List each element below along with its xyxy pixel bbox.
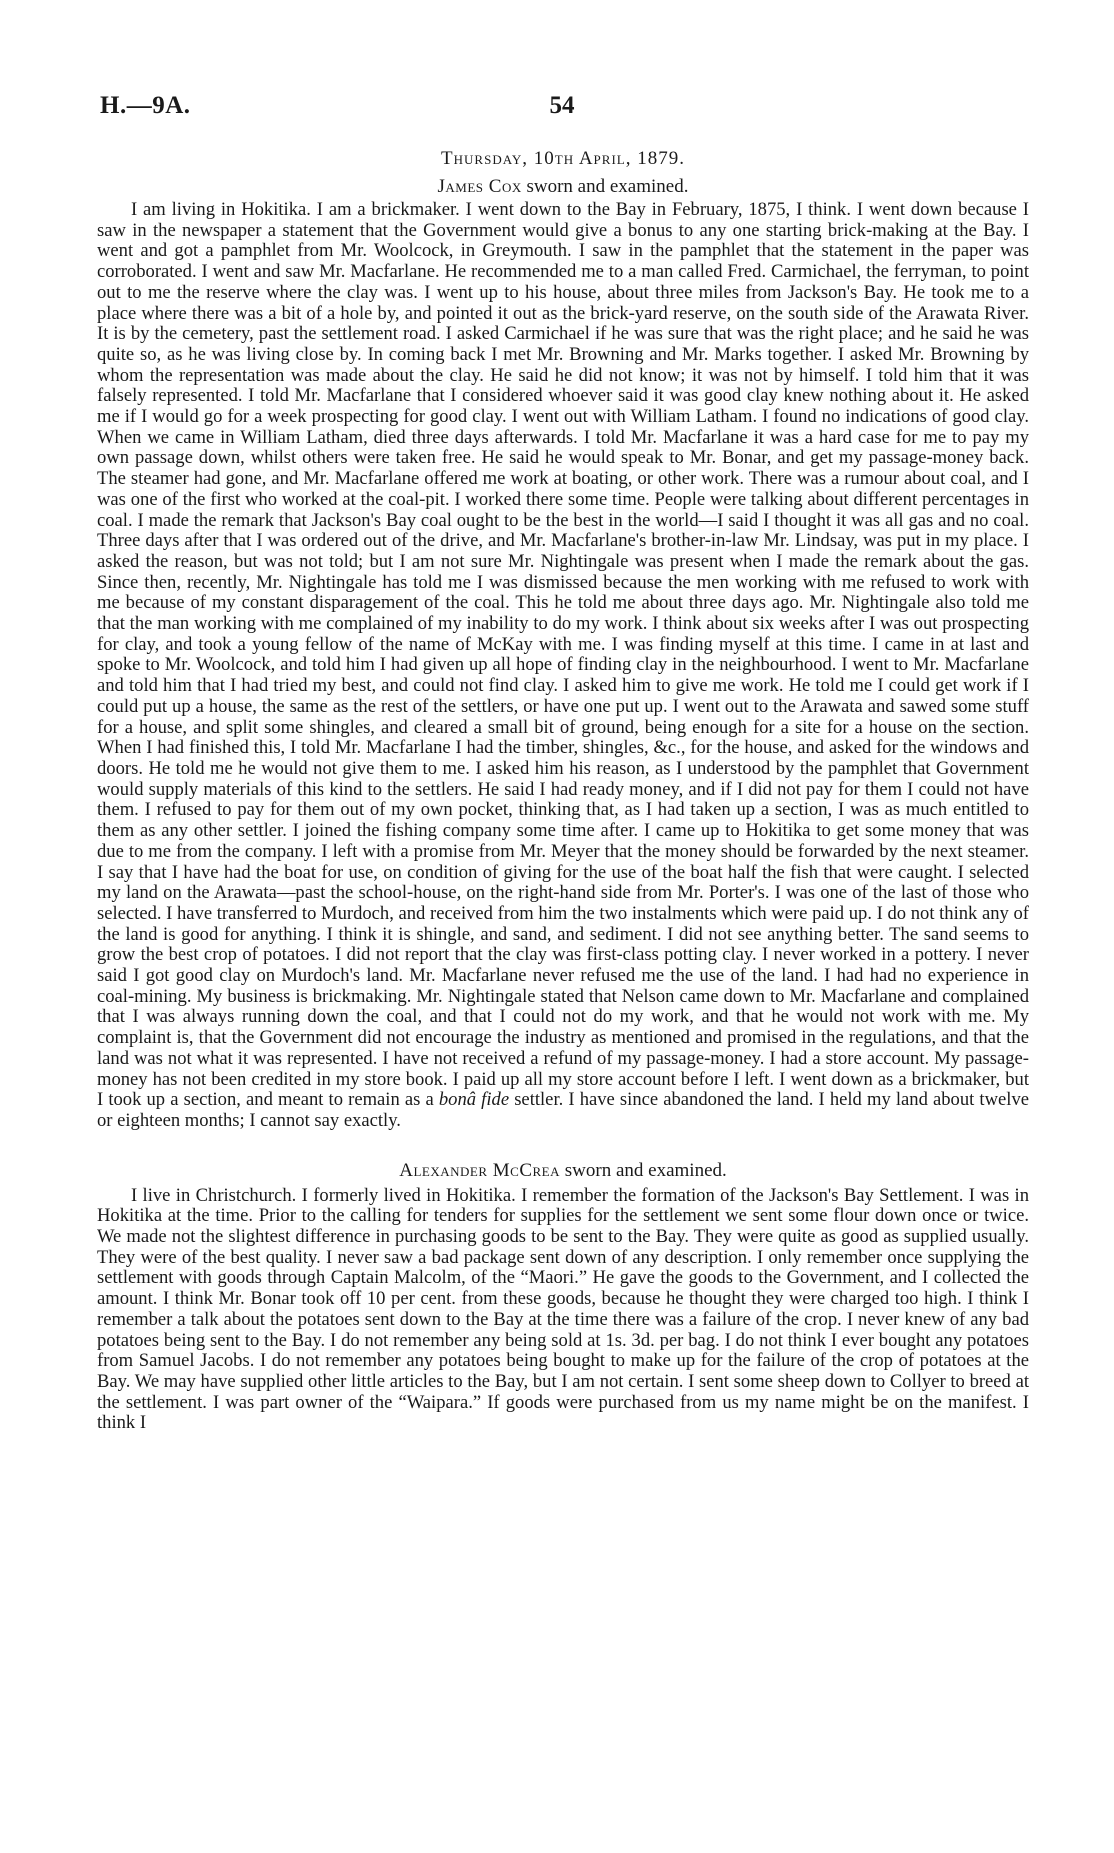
witness-heading [97, 1160, 1029, 1182]
section-spacer [97, 1132, 1029, 1160]
page-number: 54 [549, 92, 575, 119]
page-header [100, 92, 1024, 132]
page-body [97, 148, 1029, 1434]
document-reference: H.—9A. [100, 92, 191, 119]
date-heading: Thursday, 10th April, 1879. [441, 148, 685, 169]
testimony-text: I am living in Hokitika. I am a brickmaker. I went down to the Bay in February, 1875, I think. I went down because I saw in the newspaper a statement that the Government would give a bonus to any one starting brick-making at the Bay. I went and got a pamphlet from Mr. Woolcock, in Greymouth. I saw in the pamphlet that the statement in the paper was corroborated. I went and saw Mr. Macfarlane. He recommended me to a man called Fred. Carmichael, the ferryman, to point out to me the reserve where the clay was. I went up to his house, about three miles from Jackson's Bay. He took me to a place where there was a bit of a hole by, and pointed it out as the brick-yard reserve, on the south side of the Arawata River. It is by the cemetery, past the settlement road. I asked Carmichael if he was sure that was the right place; and he said he was quite so, as he was living close by. In coming back I met Mr. Browning and Mr. Marks together. I asked Mr. Browning by whom the representation was made about the clay. He said he did not know; it was not by himself. I told him that it was falsely represented. I told Mr. Macfarlane that I considered whoever said it was good clay knew nothing about it. He asked me if I would go for a week prospecting for good clay. I went out with William Latham. I found no indications of good clay. When we came in William Latham, died three days afterwards. I told Mr. Macfarlane it was a hard case for me to pay my own passage down, whilst others were taken free. He said he would speak to Mr. Bonar, and get my passage-money back. The steamer had gone, and Mr. Macfarlane offered me work at boating, or other work. There was a rumour about coal, and I was one of the first who worked at the coal-pit. I worked there some time. People were talking about different percentages in coal. I made the remark that Jackson's Bay coal ought to be the best in the world—I said I thought it was all gas and no coal. Three days after that I was ordered out of the drive, and Mr. Macfarlane's brother-in-law Mr. Lindsay, was put in my place. I asked the reason, but was not told; but I am not sure Mr. Nightingale was present when I made the remark about the gas. Since then, recently, Mr. Nightingale has told me I was dismissed because the men working with me refused to work with me because of my constant disparagement of the coal. This he told me about three days ago. Mr. Nightingale also told me that the man working with me complained of my inability to do my work. I think about six weeks after I was out prospecting for clay, and took a young fellow of the name of McKay with me. I was finding myself at this time. I came in at last and spoke to Mr. Woolcock, and told him I had given up all hope of finding clay in the neighbourhood. I went to Mr. Macfarlane and told him that I had tried my best, and could not find clay. I asked him to give me work. He told me I could get work if I could put up a house, the same as the rest of the settlers, or have one put up. I went out to the Arawata and sawed some stuff for a house, and split some shingles, and cleared a small bit of ground, being enough for a site for a house on the section. When I had finished this, I told Mr. Macfarlane I had the timber, shingles, &c., for the house, and asked for the windows and doors. He told me he would not give them to me. I asked him his reason, as I understood by the pamphlet that Government would supply materials of this kind to the settlers. He said I had ready money, and if I did not pay for them I could not have them. I refused to pay for them out of my own pocket, thinking that, as I had taken up a section, I was as much entitled to them as any other settler. I joined the fishing company some time after. I came up to Hokitika to get some money that was due to me from the company. I left with a promise from Mr. Meyer that the money should be forwarded by the next steamer. I say that I have had the boat for use, on condition of giving for the use of the boat half the fish that were caught. I selected my land on the Arawata—past the school-house, on the right-hand side from Mr. Porter's. I was one of the last of those who selected. I have transferred to Murdoch, and received from him the two instalments which were paid up. I do not think any of the land is good for anything. I think it is shingle, and sand, and sediment. I did not see anything better. The sand seems to grow the best crop of potatoes. I did not report that the clay was first-class potting clay. I never worked in a pottery. I never said I got good clay on Murdoch's land. Mr. Macfarlane never refused me the use of the land. I had had no experience in coal-mining. My business is brickmaking. Mr. Nightingale stated that Nelson came down to Mr. Macfarlane and complained that I was always running down the coal, and that I could not do my work, and that he would not work with me. My complaint is, that the Government did not encourage the industry as mentioned and promised in the regulations, and that the land was not what it was represented. I have not received a refund of my passage-money. I had a store account. My passage-money has not been credited in my store book. I paid up all my store account before I left. I went down as a brickmaker, but I took up a section, and meant to remain as a [97, 199, 1029, 1111]
witness-name: Alexander McCrea [399, 1159, 561, 1181]
witness-suffix: sworn and examined. [521, 176, 689, 197]
witness-heading [97, 176, 1029, 198]
italic-phrase: bonâ fide [438, 1089, 510, 1111]
witness-name: James Cox [437, 176, 522, 197]
testimony-paragraph [97, 1186, 1029, 1434]
testimony-text-end: settler. I have since abandoned the land. I held my land about twelve or eighteen months; I cannot say exactly. [97, 1089, 1029, 1131]
testimony-paragraph [97, 200, 1029, 1132]
witness-suffix: sworn and examined. [560, 1159, 727, 1181]
testimony-text: I live in Christchurch. I formerly lived in Hokitika. I remember the formation of the Jackson's Bay Settlement. I was in Hokitika at the time. Prior to the calling for tenders for supplies for the settlement we sent some flour down once or twice. We made not the slightest difference in purchasing goods to be sent to the Bay. They were quite as good as supplied usually. They were of the best quality. I never saw a bad package sent down of any description. I only remember once supplying the settlement with goods through Captain Malcolm, of the “Maori.” He gave the goods to the Government, and I collected the amount. I think Mr. Bonar took off 10 per cent. from these goods, because he thought they were charged too high. I think I remember a talk about the potatoes sent down to the Bay at the time there was a failure of the crop. I never knew of any bad potatoes being sent to the Bay. I do not remember any being sold at 1s. 3d. per bag. I do not think I ever bought any potatoes from Samuel Jacobs. I do not remember any potatoes being bought to make up for the failure of the crop of potatoes at the Bay. We may have supplied other little articles to the Bay, but I am not certain. I sent some sheep down to Collyer to breed at the settlement. I was part owner of the “Waipara.” If goods were purchased from us my name might be on the manifest. I think I [97, 1184, 1029, 1434]
